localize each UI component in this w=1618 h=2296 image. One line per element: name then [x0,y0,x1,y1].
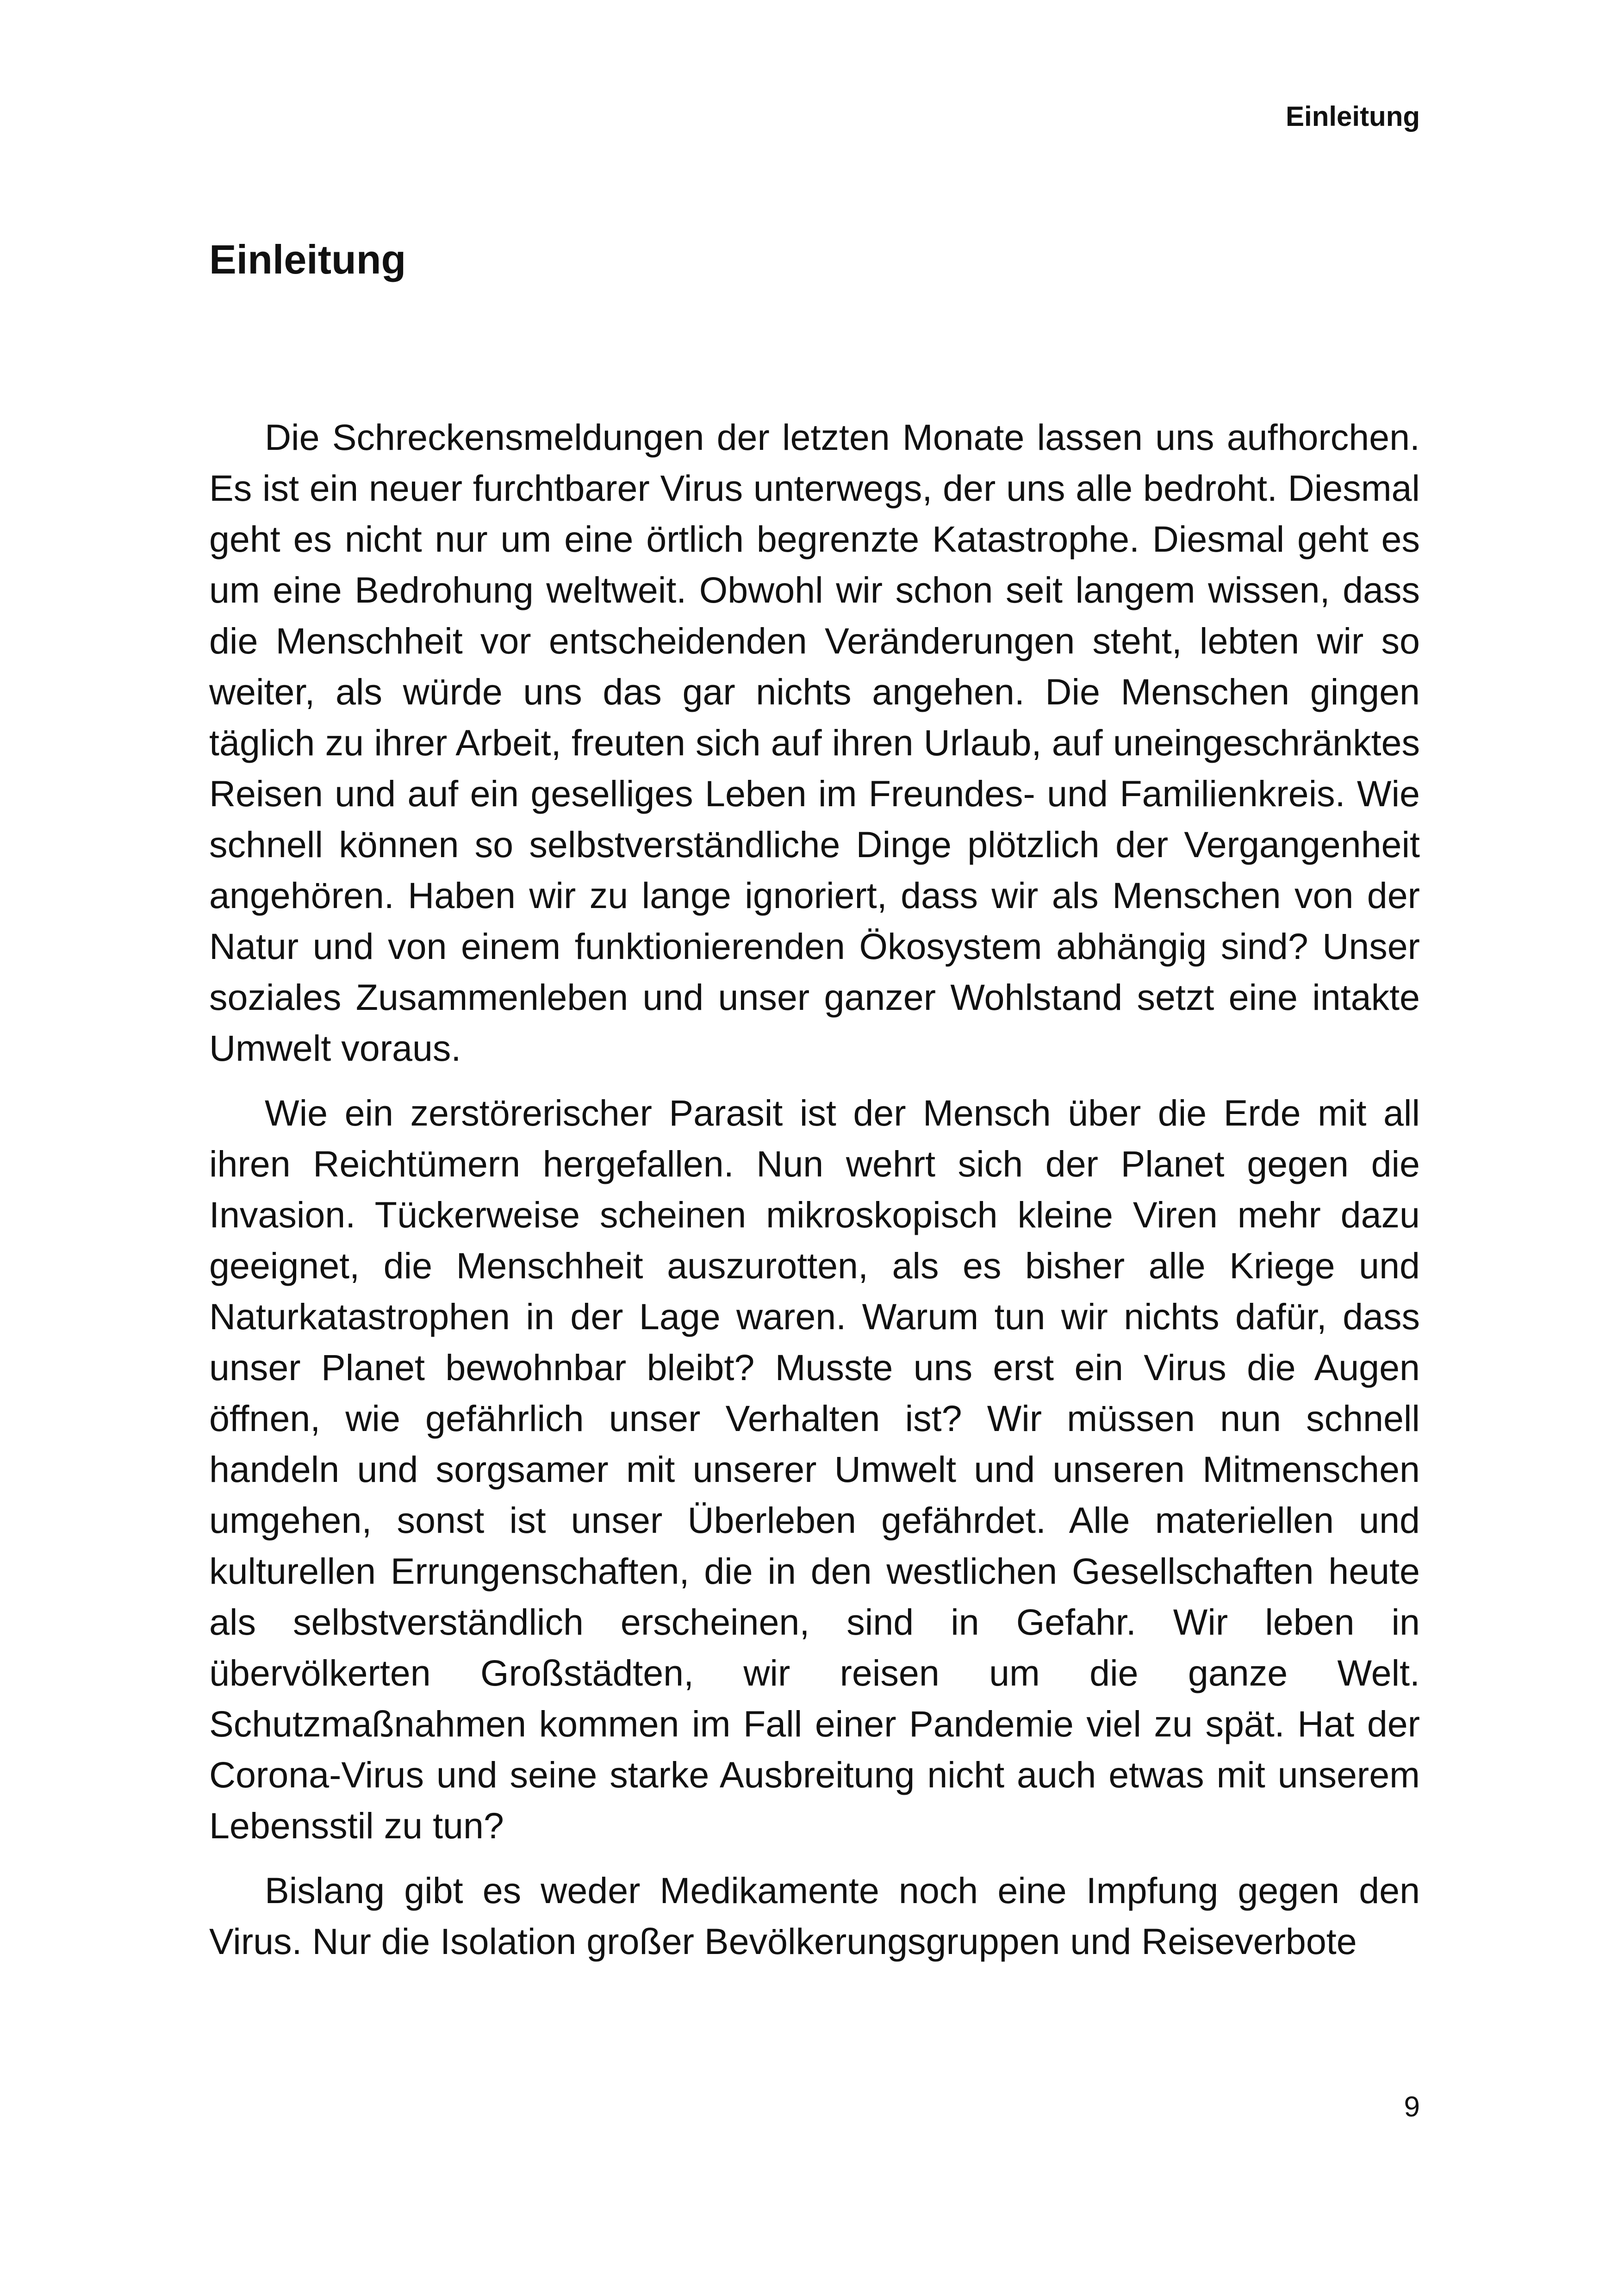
running-head: Einleitung [1286,101,1420,132]
paragraph: Bislang gibt es weder Medikamente noch eine Impfung gegen den Virus. Nur die Isolation großer Bevölkerungsgruppen und Reiseverbote [209,1870,1420,1962]
paragraph: Die Schreckensmeldungen der letzten Monate lassen uns aufhorchen. Es ist ein neuer furchtbarer Virus unterwegs, der uns alle bedroht. Diesmal geht es nicht nur um eine örtlich begrenzte Katastrophe. Diesmal geht es um eine Bedrohung weltweit. Obwohl wir schon seit langem wissen, dass die Menschheit vor entscheidenden Veränderungen steht, lebten wir so weiter, als würde uns das gar nichts angehen. Die Menschen gingen täglich zu ihrer Arbeit, freuten sich auf ihren Urlaub, auf uneingeschränktes Reisen und auf ein geselliges Leben im Freundes- und Familienkreis. Wie schnell können so selbstverständliche Dinge plötzlich der Vergangenheit angehören. Haben wir zu lange ignoriert, dass wir als Menschen von der Natur und von einem funktionierenden Ökosystem abhängig sind? Unser soziales Zusammenleben und unser ganzer Wohlstand setzt eine intakte Umwelt voraus. [209,417,1420,1069]
paragraph: Wie ein zerstörerischer Parasit ist der Mensch über die Erde mit all ihren Reichtümern hergefallen. Nun wehrt sich der Planet gegen die Invasion. Tückerweise scheinen mikroskopisch kleine Viren mehr dazu geeignet, die Menschheit auszurotten, als es bisher alle Kriege und Naturkatastrophen in der Lage waren. Warum tun wir nichts dafür, dass unser Planet bewohnbar bleibt? Musste uns erst ein Virus die Augen öffnen, wie gefährlich unser Verhalten ist? Wir müssen nun schnell handeln und sorgsamer mit unserer Umwelt und unseren Mitmenschen umgehen, sonst ist unser Überleben gefährdet. Alle materiellen und kulturellen Errungenschaften, die in den westlichen Gesellschaften heute als selbstverständlich erscheinen, sind in Gefahr. Wir leben in übervölkerten Großstädten, wir reisen um die ganze Welt. Schutzmaßnahmen kommen im Fall einer Pandemie viel zu spät. Hat der Corona-Virus und seine starke Ausbreitung nicht auch etwas mit unserem Lebensstil zu tun? [209,1092,1420,1846]
body-text [209,412,1420,1981]
chapter-title: Einleitung [209,236,406,282]
page-number: 9 [1404,2091,1420,2123]
